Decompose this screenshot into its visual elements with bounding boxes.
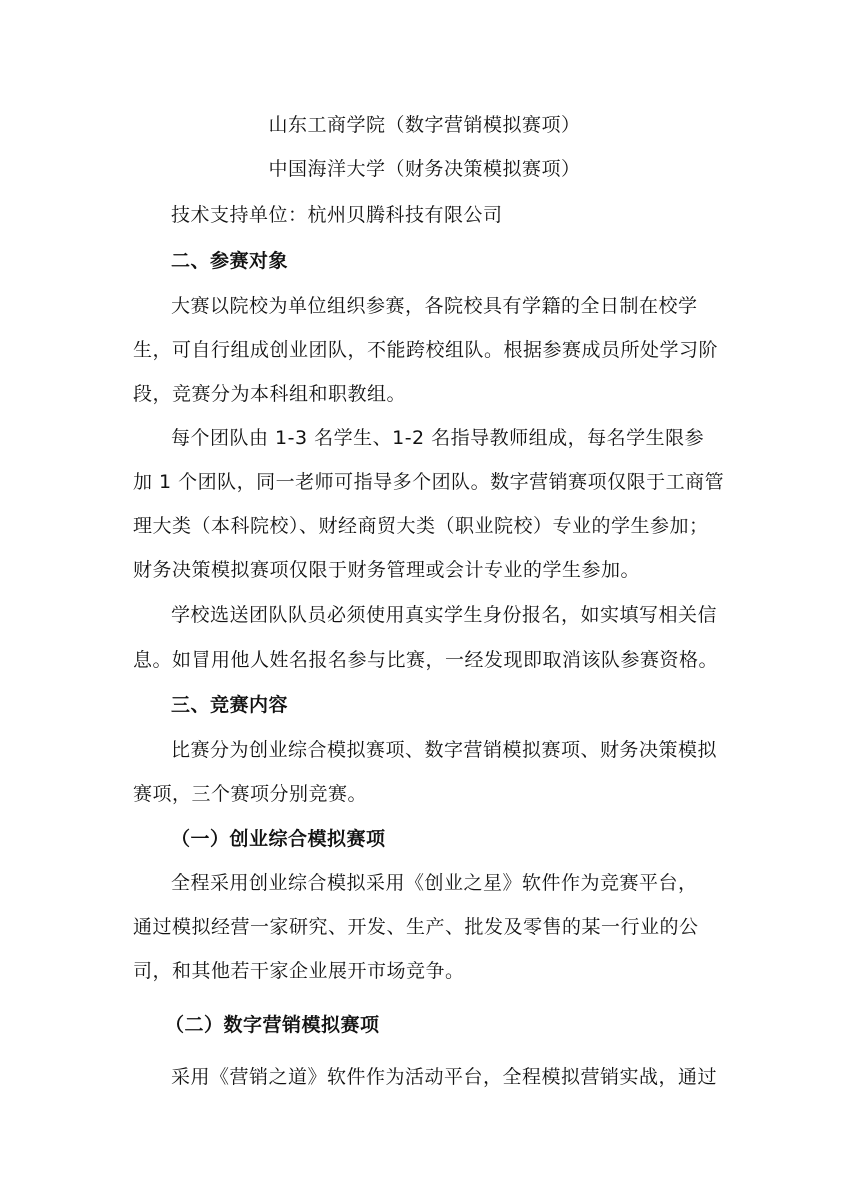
paragraph-line: 通过模拟经营一家研究、开发、生产、批发及零售的某一行业的公 xyxy=(133,916,699,938)
organizer-line-shandong: 山东工商学院（数字营销模拟赛项） xyxy=(268,114,581,136)
section-heading-participants: 二、参赛对象 xyxy=(171,250,289,272)
paragraph-line: 比赛分为创业综合模拟赛项、数字营销模拟赛项、财务决策模拟 xyxy=(171,739,718,761)
subsection-heading-digital-marketing: （二）数字营销模拟赛项 xyxy=(165,1014,380,1036)
paragraph-line: 段，竞赛分为本科组和职教组。 xyxy=(133,383,407,405)
paragraph-line: 息。如冒用他人姓名报名参与比赛，一经发现即取消该队参赛资格。 xyxy=(133,649,719,671)
tech-support-line: 技术支持单位：杭州贝腾科技有限公司 xyxy=(171,204,503,226)
paragraph-line: 财务决策模拟赛项仅限于财务管理或会计专业的学生参加。 xyxy=(133,559,641,581)
paragraph-line: 生，可自行组成创业团队，不能跨校组队。根据参赛成员所处学习阶 xyxy=(133,339,719,361)
paragraph-line: 加 1 个团队，同一老师可指导多个团队。数字营销赛项仅限于工商管 xyxy=(133,471,725,493)
organizer-line-ocean-university: 中国海洋大学（财务决策模拟赛项） xyxy=(268,158,581,180)
paragraph-line: 理大类（本科院校）、财经商贸大类（职业院校）专业的学生参加； xyxy=(133,515,709,537)
section-heading-content: 三、竞赛内容 xyxy=(171,694,289,716)
paragraph-line: 大赛以院校为单位组织参赛，各院校具有学籍的全日制在校学 xyxy=(171,295,698,317)
paragraph-line: 学校选送团队队员必须使用真实学生身份报名，如实填写相关信 xyxy=(171,604,718,626)
paragraph-line: 每个团队由 1-3 名学生、1-2 名指导教师组成，每名学生限参 xyxy=(171,427,705,449)
paragraph-line: 全程采用创业综合模拟采用《创业之星》软件作为竞赛平台， xyxy=(171,872,698,894)
subsection-heading-startup: （一）创业综合模拟赛项 xyxy=(171,828,386,850)
paragraph-line: 赛项，三个赛项分别竞赛。 xyxy=(133,783,368,805)
paragraph-line: 司，和其他若干家企业展开市场竞争。 xyxy=(133,960,465,982)
paragraph-line: 采用《营销之道》软件作为活动平台，全程模拟营销实战，通过 xyxy=(171,1066,718,1088)
